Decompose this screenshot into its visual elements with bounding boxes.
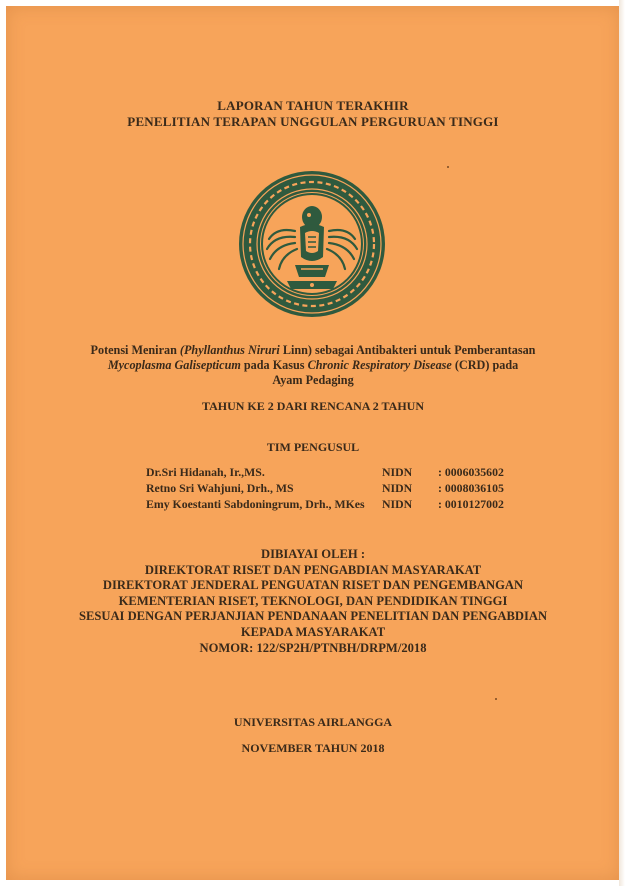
title-text: (CRD) pada (451, 358, 519, 372)
title-line-1 (6, 343, 620, 358)
title-line-2 (6, 358, 620, 373)
title-italic-species: (Phyllanthus Niruri (179, 343, 280, 357)
title-italic-bacteria: Mycoplasma Galisepticum (107, 358, 241, 372)
team-list (146, 464, 526, 512)
member-name: Dr.Sri Hidanah, Ir.,MS. (146, 465, 265, 479)
funding-line: DIREKTORAT JENDERAL PENGUATAN RISET DAN PENGEMBANGAN (102, 578, 524, 593)
scan-speck (495, 698, 497, 700)
title-line-3: Ayam Pedaging (272, 373, 354, 387)
member-name: Emy Koestanti Sabdoningrum, Drh., MKes (146, 497, 365, 511)
funding-line: KEPADA MASYARAKAT (240, 624, 386, 639)
funding-line: SESUAI DENGAN PERJANJIAN PENDANAAN PENELITIAN DAN PENGABDIAN (78, 609, 548, 624)
report-date: NOVEMBER TAHUN 2018 (241, 741, 385, 755)
member-id: : 0008036105 (438, 481, 504, 495)
research-title (6, 343, 620, 388)
member-id: : 0010127002 (438, 497, 504, 511)
title-text: Potensi Meniran (90, 343, 180, 357)
member-id-label: NIDN (382, 481, 413, 495)
funding-line: NOMOR: 122/SP2H/PTNBH/DRPM/2018 (199, 640, 427, 655)
member-id-label: NIDN (382, 497, 413, 511)
title-italic-disease: Chronic Respiratory Disease (307, 358, 452, 372)
university-name: UNIVERSITAS AIRLANGGA (233, 715, 393, 729)
report-type: LAPORAN TAHUN TERAKHIR (217, 98, 409, 113)
universitas-airlangga-seal-icon (237, 169, 387, 319)
funding-block (6, 547, 620, 656)
research-scheme: PENELITIAN TERAPAN UNGGULAN PERGURUAN TINGGI (127, 114, 499, 129)
funding-line: DIBIAYAI OLEH : (260, 547, 366, 561)
member-id: : 0006035602 (438, 465, 504, 479)
funding-line: DIREKTORAT RISET DAN PENGABDIAN MASYARAKAT (144, 562, 482, 577)
funding-line: KEMENTERIAN RISET, TEKNOLOGI, DAN PENDIDIKAN TINGGI (118, 593, 508, 608)
title-text: pada Kasus (240, 358, 308, 372)
team-member (146, 464, 526, 480)
team-member (146, 496, 526, 512)
scan-speck (447, 166, 449, 168)
report-header (6, 98, 620, 130)
member-id-label: NIDN (382, 465, 413, 479)
title-text: Linn) sebagai Antibakteri untuk Pemberantasan (279, 343, 536, 357)
report-cover (6, 6, 620, 880)
scan-edge (619, 0, 625, 886)
research-year: TAHUN KE 2 DARI RENCANA 2 TAHUN (201, 399, 425, 413)
team-heading: TIM PENGUSUL (266, 440, 360, 454)
team-member (146, 480, 526, 496)
member-name: Retno Sri Wahjuni, Drh., MS (146, 481, 294, 495)
